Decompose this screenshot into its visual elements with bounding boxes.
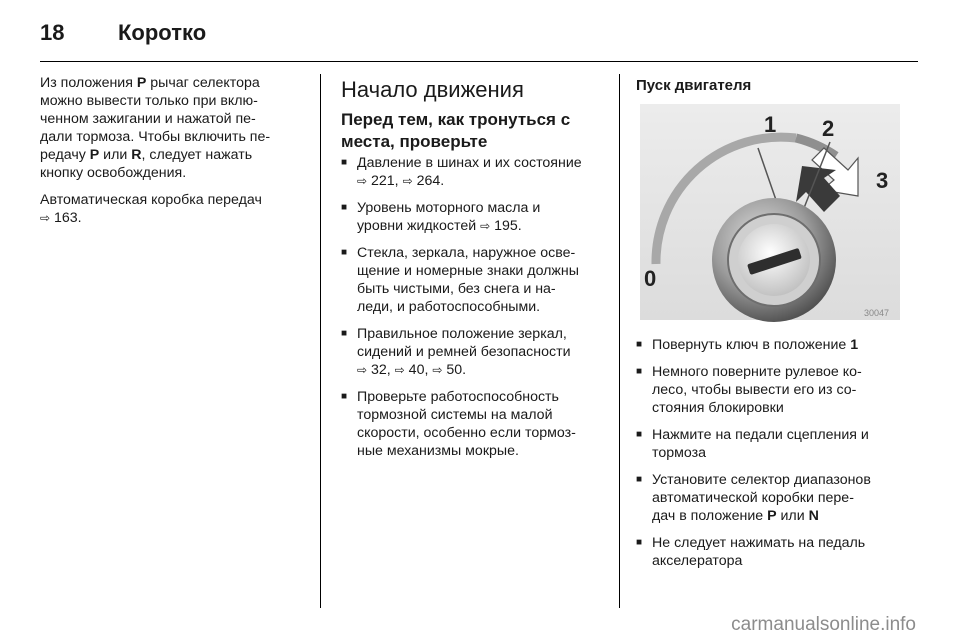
text-line xyxy=(357,442,606,460)
text-run: тормозной системы на малой xyxy=(357,407,553,423)
bold-term: P xyxy=(89,147,100,163)
text-line xyxy=(357,388,606,406)
text-line xyxy=(652,507,918,525)
text-line xyxy=(357,424,606,442)
text-run: Давление в шинах и их состояние xyxy=(357,155,582,171)
text-line xyxy=(652,336,918,354)
text-run: Из положения xyxy=(40,75,137,91)
text-line xyxy=(652,552,918,570)
text-run: скорости, особенно если тормоз- xyxy=(357,425,576,441)
text-line xyxy=(652,489,918,507)
text-line xyxy=(40,146,308,164)
text-line xyxy=(357,244,606,262)
text-line xyxy=(357,325,606,343)
text-line xyxy=(40,110,308,128)
bullet-item xyxy=(636,363,918,417)
text-run: 264. xyxy=(412,173,445,189)
subheading-line: Перед тем, как тронуться с xyxy=(341,110,571,129)
subheading-line: места, проверьте xyxy=(341,132,488,151)
text-run: Повернуть ключ в положение xyxy=(652,337,851,353)
header-rule xyxy=(40,61,918,62)
bold-term: 1 xyxy=(850,337,859,353)
text-line xyxy=(652,381,918,399)
text-line xyxy=(357,361,606,379)
column-left xyxy=(40,74,308,236)
text-run: быть чистыми, без снега и на- xyxy=(357,281,556,297)
text-run: автоматической коробки пере- xyxy=(652,490,854,506)
column-middle xyxy=(341,74,606,469)
cross-reference-arrow-icon: ⇨ xyxy=(357,174,368,188)
text-run: сидений и ремней безопасности xyxy=(357,344,571,360)
text-run: Стекла, зеркала, наружное осве- xyxy=(357,245,576,261)
text-line xyxy=(40,209,308,227)
text-run: Уровень моторного масла и xyxy=(357,200,541,216)
text-run: Автоматическая коробка передач xyxy=(40,192,262,208)
text-run: дач в положение xyxy=(652,508,768,524)
bullet-item xyxy=(636,336,918,354)
page-number: 18 xyxy=(40,20,65,45)
text-run: дали тормоза. Чтобы включить пе- xyxy=(40,129,271,145)
column-divider-1 xyxy=(320,74,321,608)
bullet-item xyxy=(636,534,918,570)
text-run: 40, xyxy=(404,362,433,378)
text-run: 163. xyxy=(50,210,82,226)
column-divider-2 xyxy=(619,74,620,608)
ignition-switch-figure xyxy=(624,104,904,324)
position-label-0: 0 xyxy=(644,266,657,291)
cross-reference-arrow-icon: ⇨ xyxy=(480,219,491,233)
bullet-item xyxy=(341,244,606,316)
text-line xyxy=(652,444,918,462)
bold-term: R xyxy=(131,147,142,163)
text-run: Нажмите на педали сцепления и xyxy=(652,427,869,443)
text-run: можно вывести только при вклю- xyxy=(40,93,258,109)
text-run: или xyxy=(99,147,132,163)
position-label-2: 2 xyxy=(822,116,835,141)
figure-id: 30047 xyxy=(864,308,890,318)
text-run: 32, xyxy=(367,362,395,378)
bullet-item xyxy=(636,471,918,525)
text-line xyxy=(357,172,606,190)
text-run: или xyxy=(776,508,809,524)
subsection-heading-before-driving xyxy=(341,110,606,152)
text-run: Правильное положение зеркал, xyxy=(357,326,567,342)
text-run: стояния блокировки xyxy=(652,400,784,416)
text-line xyxy=(357,262,606,280)
text-run: Не следует нажимать на педаль xyxy=(652,535,866,551)
text-line xyxy=(40,74,308,92)
bold-term: P xyxy=(136,75,147,91)
text-line xyxy=(652,363,918,381)
text-line xyxy=(652,471,918,489)
text-run: 221, xyxy=(367,173,403,189)
position-label-3: 3 xyxy=(876,168,889,193)
cross-reference-arrow-icon: ⇨ xyxy=(394,363,405,377)
text-line xyxy=(652,399,918,417)
bold-term: P xyxy=(767,508,777,524)
text-line xyxy=(652,534,918,552)
watermark: carmanualsonline.info xyxy=(731,614,916,635)
text-run: щение и номерные знаки должны xyxy=(357,263,579,279)
engine-start-steps xyxy=(636,336,918,570)
text-line xyxy=(357,343,606,361)
cross-reference-arrow-icon: ⇨ xyxy=(432,363,443,377)
bullet-item xyxy=(636,426,918,462)
text-run: ченном зажигании и нажатой пе- xyxy=(40,111,256,127)
text-line xyxy=(357,199,606,217)
text-line xyxy=(652,426,918,444)
text-run: леди, и работоспособными. xyxy=(357,299,541,315)
text-run: Проверьте работоспособность xyxy=(357,389,559,405)
position-label-1: 1 xyxy=(764,112,777,137)
cross-reference-arrow-icon: ⇨ xyxy=(402,174,413,188)
cross-reference-arrow-icon: ⇨ xyxy=(357,363,368,377)
text-run: ные механизмы мокрые. xyxy=(357,443,519,459)
text-run: 195. xyxy=(490,218,522,234)
text-line xyxy=(357,298,606,316)
text-run: тормоза xyxy=(652,445,706,461)
text-line xyxy=(40,191,308,209)
text-run: редачу xyxy=(40,147,90,163)
text-line xyxy=(40,92,308,110)
bullet-item xyxy=(341,388,606,460)
text-run: Немного поверните рулевое ко- xyxy=(652,364,862,380)
text-run: уровни жидкостей xyxy=(357,218,481,234)
bold-term: N xyxy=(808,508,819,524)
cross-reference-arrow-icon: ⇨ xyxy=(40,211,51,225)
text-line xyxy=(357,217,606,235)
text-run: кнопку освобождения. xyxy=(40,165,187,181)
text-line xyxy=(357,154,606,172)
page-title: Коротко xyxy=(118,20,207,45)
bullet-item xyxy=(341,199,606,235)
section-heading-start-driving: Начало движения xyxy=(341,77,524,102)
text-line xyxy=(357,406,606,424)
bullet-item xyxy=(341,154,606,190)
text-run: рычаг селектора xyxy=(146,75,260,91)
text-line xyxy=(40,128,308,146)
text-run: Установите селектор диапазонов xyxy=(652,472,871,488)
text-line xyxy=(40,164,308,182)
paragraph-selector-lever xyxy=(40,74,308,182)
section-heading-engine-start: Пуск двигателя xyxy=(636,77,752,94)
text-run: 50. xyxy=(442,362,467,378)
text-run: , следует нажать xyxy=(141,147,253,163)
text-run: акселератора xyxy=(652,553,743,569)
checklist-before-driving xyxy=(341,154,606,460)
bullet-item xyxy=(341,325,606,379)
text-run: лесо, чтобы вывести его из со- xyxy=(652,382,857,398)
text-line xyxy=(357,280,606,298)
paragraph-auto-transmission xyxy=(40,191,308,227)
